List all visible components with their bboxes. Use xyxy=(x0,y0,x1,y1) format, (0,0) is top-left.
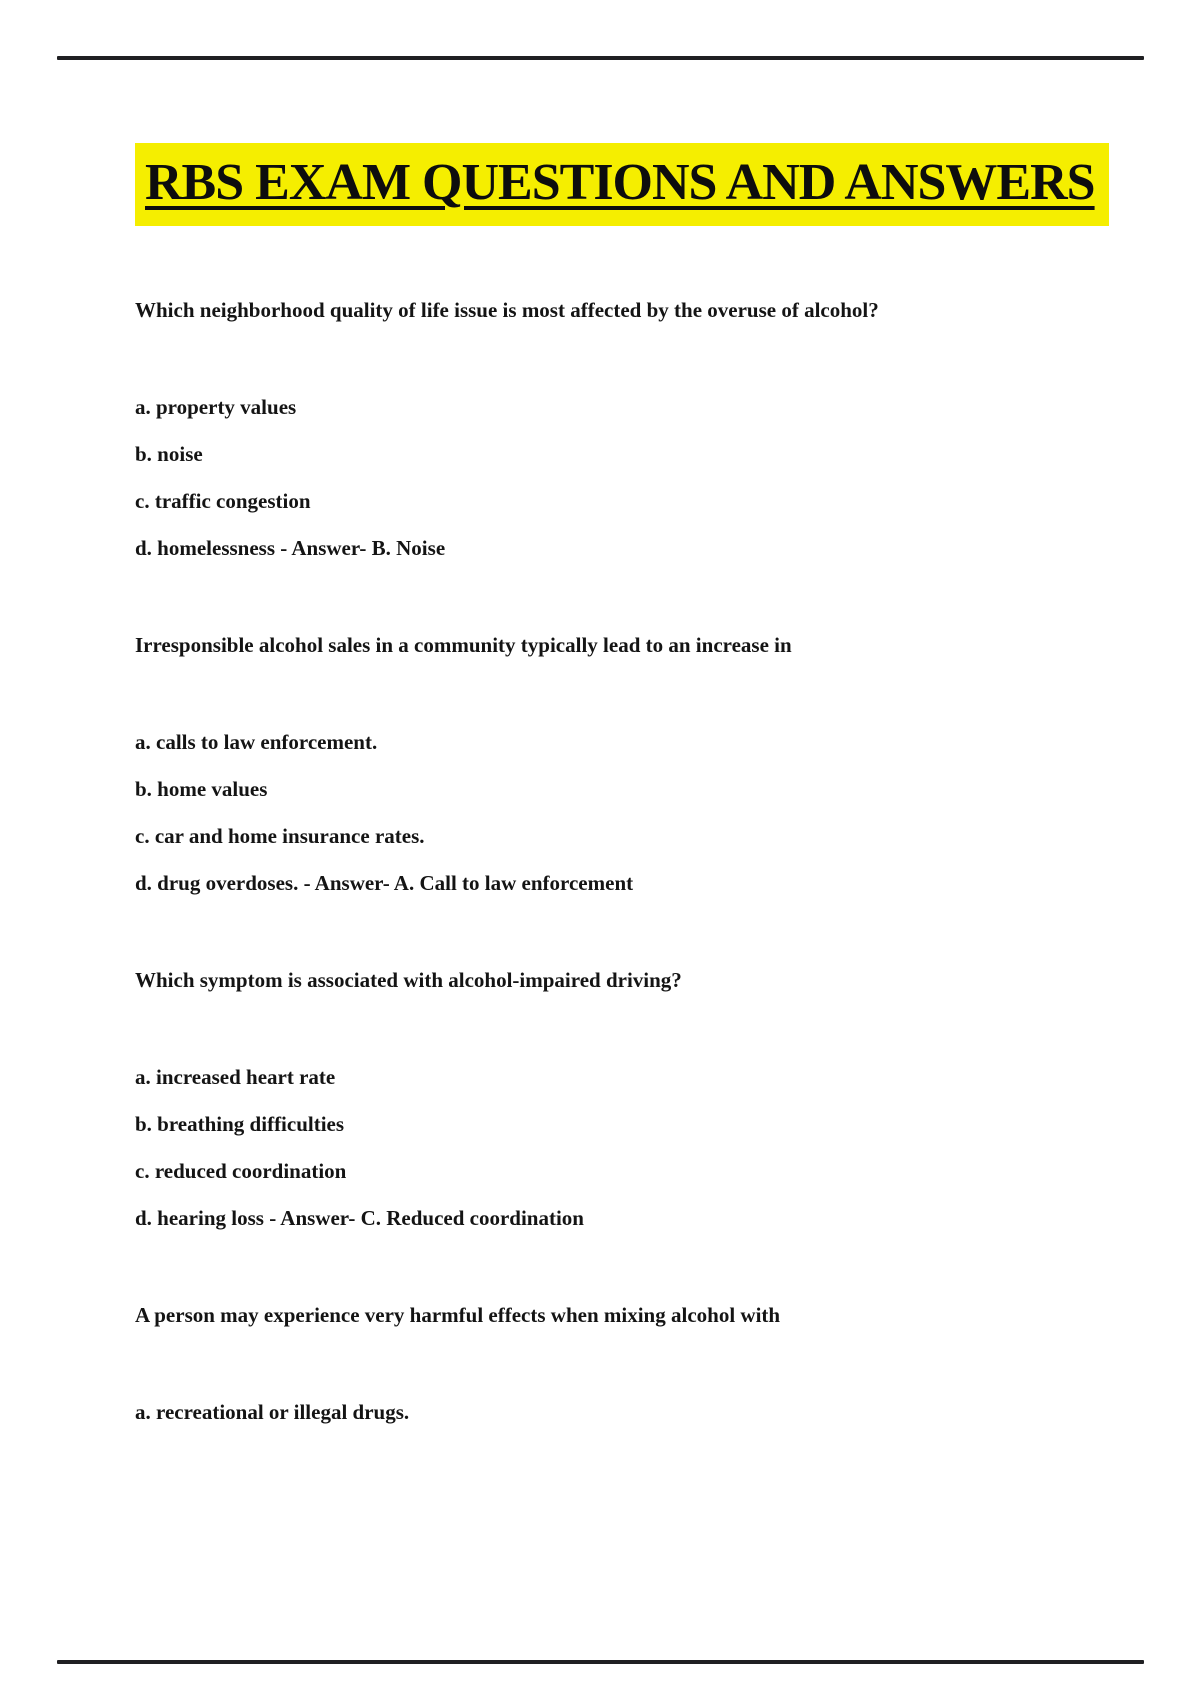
question-text: Which neighborhood quality of life issue is most affected by the overuse of alcohol? xyxy=(135,298,879,322)
page-title: RBS EXAM QUESTIONS AND ANSWERS xyxy=(145,154,1095,211)
question-block xyxy=(135,1303,1140,1425)
option-a: a. property values xyxy=(135,395,297,419)
question-block xyxy=(135,633,1140,896)
page-content xyxy=(135,0,1140,1425)
title-highlight-bar xyxy=(135,143,1109,226)
question-text: Irresponsible alcohol sales in a community typically lead to an increase in xyxy=(135,633,792,657)
option-d-with-answer: d. homelessness - Answer- B. Noise xyxy=(135,536,446,560)
bottom-horizontal-rule xyxy=(57,1660,1144,1664)
option-a: a. calls to law enforcement. xyxy=(135,730,378,754)
option-c: c. reduced coordination xyxy=(135,1159,347,1183)
option-d-with-answer: d. drug overdoses. - Answer- A. Call to law enforcement xyxy=(135,871,634,895)
option-a: a. increased heart rate xyxy=(135,1065,336,1089)
option-a: a. recreational or illegal drugs. xyxy=(135,1400,410,1424)
question-text: Which symptom is associated with alcohol-impaired driving? xyxy=(135,968,682,992)
option-b: b. noise xyxy=(135,442,203,466)
option-c: c. traffic congestion xyxy=(135,489,311,513)
question-block xyxy=(135,298,1140,561)
option-d-with-answer: d. hearing loss - Answer- C. Reduced coordination xyxy=(135,1206,584,1230)
option-c: c. car and home insurance rates. xyxy=(135,824,425,848)
question-block xyxy=(135,968,1140,1231)
option-b: b. breathing difficulties xyxy=(135,1112,345,1136)
question-text: A person may experience very harmful effects when mixing alcohol with xyxy=(135,1303,781,1327)
option-b: b. home values xyxy=(135,777,268,801)
